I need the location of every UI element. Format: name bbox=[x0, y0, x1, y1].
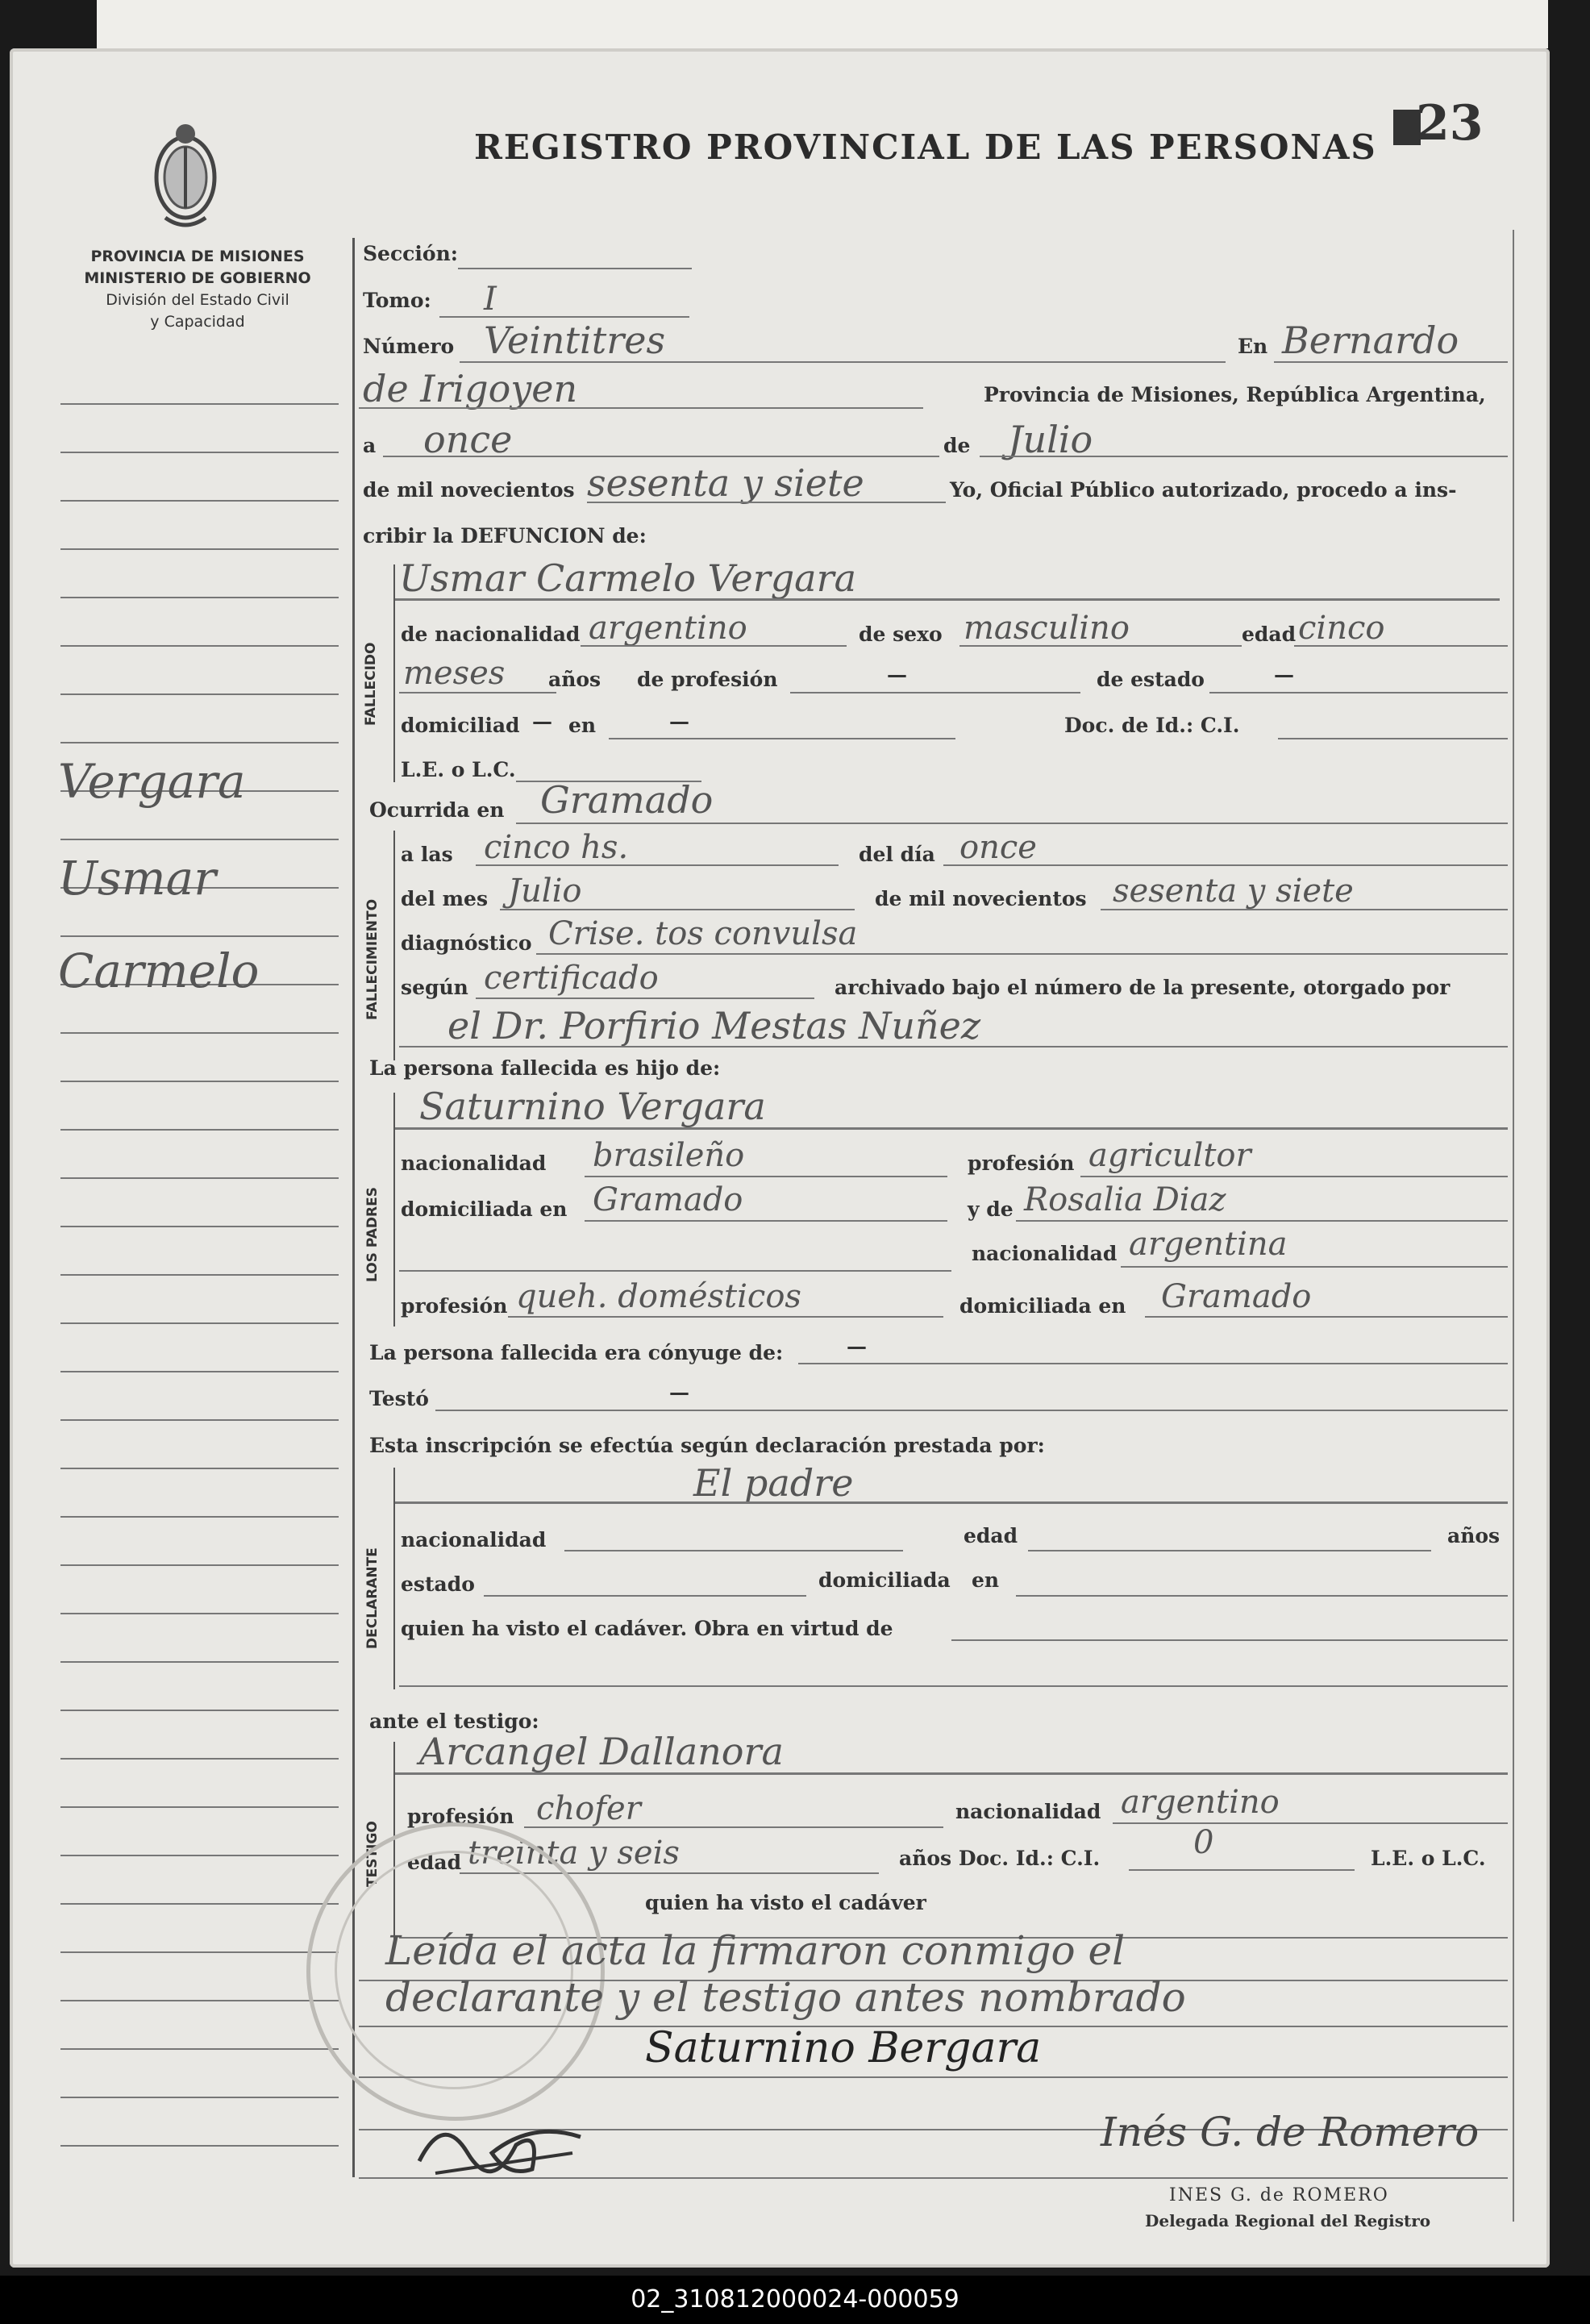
margin-line bbox=[60, 548, 339, 550]
section-declarante-label: DECLARANTE bbox=[364, 1547, 381, 1649]
ocurrida-label: Ocurrida en bbox=[369, 798, 505, 822]
margin-line bbox=[60, 1516, 339, 1518]
margin-line bbox=[60, 1710, 339, 1711]
fallecido-en-label: en bbox=[568, 714, 597, 737]
margin-line bbox=[60, 1129, 339, 1131]
margin-line bbox=[60, 1177, 339, 1179]
fallecido-nacionalidad-value: argentino bbox=[589, 610, 747, 647]
testigo-le-label: L.E. o L.C. bbox=[1371, 1847, 1486, 1870]
fallecido-profesion-label: de profesión bbox=[637, 668, 778, 691]
inscribir-text: cribir la DEFUNCION de: bbox=[363, 524, 647, 548]
month-value: Julio bbox=[1008, 418, 1093, 461]
margin-line bbox=[60, 2145, 339, 2147]
day-value: once bbox=[423, 418, 513, 461]
year-prefix: de mil novecientos bbox=[363, 478, 575, 502]
year-value: sesenta y siete bbox=[587, 461, 864, 505]
coat-of-arms-icon bbox=[149, 113, 222, 234]
fallecido-estado-value: — bbox=[1274, 663, 1294, 686]
margin-line bbox=[60, 645, 339, 647]
testigo-profesion-label: profesión bbox=[407, 1805, 514, 1828]
margin-line bbox=[60, 935, 339, 937]
de-label: de bbox=[943, 434, 971, 457]
margin-line bbox=[60, 1032, 339, 1034]
margin-line bbox=[60, 1468, 339, 1469]
margin-middle-name: Carmelo bbox=[58, 943, 260, 998]
fallecido-estado-label: de estado bbox=[1097, 668, 1205, 691]
margin-line bbox=[60, 2097, 339, 2098]
hija-label: La persona fallecida es hijo de: bbox=[369, 1056, 721, 1080]
office-line-capacity: y Capacidad bbox=[150, 313, 245, 331]
padre-domicilio-label: domiciliada en bbox=[401, 1197, 568, 1221]
declarante-nacionalidad-label: nacionalidad bbox=[401, 1528, 547, 1551]
en-value-2: de Irigoyen bbox=[363, 367, 578, 410]
diagnostico-label: diagnóstico bbox=[401, 931, 532, 955]
dia-label: del día bbox=[859, 843, 935, 866]
margin-line bbox=[60, 1903, 339, 1905]
office-line-province: PROVINCIA DE MISIONES bbox=[90, 248, 305, 265]
testigo-profesion-value: chofer bbox=[536, 1790, 641, 1827]
margin-line bbox=[60, 1274, 339, 1276]
fallecido-name: Usmar Carmelo Vergara bbox=[399, 556, 857, 600]
testigo-nacionalidad-value: argentino bbox=[1121, 1784, 1280, 1821]
tomo-label: Tomo: bbox=[363, 289, 431, 312]
fallecido-nacionalidad-label: de nacionalidad bbox=[401, 623, 581, 646]
fallecido-en-value: — bbox=[669, 710, 689, 733]
official-text: Yo, Oficial Público autorizado, procedo a ins- bbox=[950, 478, 1457, 502]
signature-witness-icon bbox=[411, 2097, 597, 2185]
declarante-name: El padre bbox=[693, 1461, 854, 1505]
fallecido-edad-value: cinco bbox=[1298, 610, 1385, 647]
provincia-text: Provincia de Misiones, República Argentina, bbox=[984, 383, 1486, 406]
padre-profesion-label: profesión bbox=[968, 1152, 1075, 1175]
madre-profesion-value: queh. domésticos bbox=[516, 1278, 801, 1315]
mes-value: Julio bbox=[508, 873, 582, 910]
margin-line bbox=[60, 500, 339, 502]
office-heading bbox=[48, 246, 347, 333]
office-line-division: División del Estado Civil bbox=[106, 291, 289, 309]
margin-line bbox=[60, 1322, 339, 1324]
signature-official: Inés G. de Romero bbox=[1101, 2109, 1480, 2155]
mes-label: del mes bbox=[401, 887, 489, 910]
fallecido-doc-label: Doc. de Id.: C.I. bbox=[1064, 714, 1240, 737]
padre-name: Saturnino Vergara bbox=[419, 1085, 766, 1128]
conyuge-value: — bbox=[847, 1335, 867, 1358]
margin-line bbox=[60, 2048, 339, 2050]
madre-domicilio-label: domiciliada en bbox=[959, 1294, 1126, 1318]
padre-domicilio-value: Gramado bbox=[593, 1181, 743, 1218]
declarante-estado-label: estado bbox=[401, 1572, 475, 1596]
signature-declarante: Saturnino Bergara bbox=[645, 2024, 1042, 2072]
margin-line bbox=[60, 1951, 339, 1953]
official-name: INES G. de ROMERO bbox=[1169, 2185, 1389, 2205]
fallecido-profesion-value: — bbox=[887, 663, 907, 686]
madre-domicilio-value: Gramado bbox=[1161, 1278, 1312, 1315]
margin-line bbox=[60, 452, 339, 453]
testigo-edad-label: edad bbox=[407, 1851, 462, 1874]
testo-label: Testó bbox=[369, 1387, 429, 1410]
margin-line bbox=[60, 1758, 339, 1760]
fallecido-anos-label: años bbox=[548, 668, 601, 691]
margin-line bbox=[60, 693, 339, 695]
declarante-edad-label: edad bbox=[964, 1524, 1018, 1547]
en-value-1: Bernardo bbox=[1282, 319, 1459, 362]
madre-nacionalidad-label: nacionalidad bbox=[972, 1242, 1118, 1265]
margin-surname: Vergara bbox=[58, 754, 246, 809]
fallecido-le-label: L.E. o L.C. bbox=[401, 758, 516, 781]
madre-name: Rosalia Diaz bbox=[1024, 1181, 1226, 1218]
madre-nacionalidad-value: argentina bbox=[1129, 1226, 1288, 1263]
seccion-label: Sección: bbox=[363, 242, 458, 265]
top-edge bbox=[97, 0, 1548, 48]
padre-nacionalidad-value: brasileño bbox=[593, 1137, 745, 1174]
margin-line bbox=[60, 742, 339, 743]
testigo-visto-text: quien ha visto el cadáver bbox=[645, 1891, 926, 1914]
numero-value: Veintitres bbox=[484, 319, 666, 362]
section-fallecimiento-label: FALLECIMIENTO bbox=[364, 898, 381, 1020]
fallecido-edad-unit: meses bbox=[403, 655, 506, 692]
margin-line bbox=[60, 1613, 339, 1614]
testigo-anos-label: años Doc. Id.: C.I. bbox=[899, 1847, 1101, 1870]
official-title: Delegada Regional del Registro bbox=[1145, 2211, 1431, 2230]
fallecido-domiciliad-label: domiciliad bbox=[401, 714, 520, 737]
fallecido-domiciliad-value: — bbox=[532, 710, 552, 733]
testo-value: — bbox=[669, 1381, 689, 1404]
medico-value: el Dr. Porfirio Mestas Nuñez bbox=[447, 1004, 981, 1047]
hora-value: cinco hs. bbox=[484, 829, 629, 866]
image-caption: 02_310812000024-000059 bbox=[0, 2276, 1590, 2324]
declarante-en-label: en bbox=[972, 1568, 1000, 1592]
margin-line bbox=[60, 1226, 339, 1227]
margin-line bbox=[60, 2000, 339, 2001]
margin-line bbox=[60, 1806, 339, 1808]
margin-line bbox=[60, 1371, 339, 1372]
section-padres-label: LOS PADRES bbox=[364, 1187, 381, 1282]
dia-value: once bbox=[959, 829, 1037, 866]
padre-nacionalidad-label: nacionalidad bbox=[401, 1152, 547, 1175]
declarante-domiciliada-label: domiciliada bbox=[818, 1568, 951, 1592]
office-line-ministry: MINISTERIO DE GOBIERNO bbox=[84, 269, 311, 287]
segun-value: certificado bbox=[484, 960, 659, 997]
fallecido-sexo-value: masculino bbox=[964, 610, 1130, 647]
page-number: 23 bbox=[1393, 95, 1484, 152]
fallecido-edad-label: edad bbox=[1242, 623, 1297, 646]
ocurrida-value: Gramado bbox=[540, 778, 714, 822]
margin-given-name: Usmar bbox=[58, 851, 216, 906]
margin-line bbox=[60, 597, 339, 598]
margin-line bbox=[60, 839, 339, 840]
numero-label: Número bbox=[363, 335, 455, 358]
closing-line-1: Leída el acta la firmaron conmigo el bbox=[385, 1927, 1126, 1974]
archivado-text: archivado bajo el número de la presente, otorgado por bbox=[835, 976, 1451, 999]
padre-profesion-value: agricultor bbox=[1088, 1137, 1251, 1174]
y-de-label: y de bbox=[968, 1197, 1014, 1221]
right-vertical-rule bbox=[1513, 230, 1514, 2222]
madre-profesion-label: profesión bbox=[401, 1294, 508, 1318]
testigo-name: Arcangel Dallanora bbox=[419, 1730, 784, 1773]
margin-line bbox=[60, 1419, 339, 1421]
declaracion-text: Esta inscripción se efectúa según declaración prestada por: bbox=[369, 1434, 1045, 1457]
section-fallecido-label: FALLECIDO bbox=[363, 642, 379, 726]
a-label: a bbox=[363, 434, 377, 457]
declarante-anos-label: años bbox=[1447, 1524, 1501, 1547]
fallecido-sexo-label: de sexo bbox=[859, 623, 943, 646]
ante-testigo-label: ante el testigo: bbox=[369, 1710, 539, 1733]
testigo-edad-value: treinta y seis bbox=[468, 1835, 680, 1872]
tomo-value: I bbox=[484, 281, 497, 318]
margin-line bbox=[60, 403, 339, 405]
anio-value: sesenta y siete bbox=[1113, 873, 1354, 910]
testigo-nacionalidad-label: nacionalidad bbox=[955, 1800, 1101, 1823]
testigo-ci-value: 0 bbox=[1193, 1824, 1214, 1861]
margin-line bbox=[60, 1661, 339, 1663]
margin-line bbox=[60, 1855, 339, 1856]
margin-line bbox=[60, 1081, 339, 1082]
closing-line-2: declarante y el testigo antes nombrado bbox=[385, 1974, 1186, 2021]
margin-line bbox=[60, 1564, 339, 1566]
en-label: En bbox=[1238, 335, 1268, 358]
hora-label: a las bbox=[401, 843, 453, 866]
diagnostico-value: Crise. tos convulsa bbox=[548, 915, 858, 952]
document-title: REGISTRO PROVINCIAL DE LAS PERSONAS bbox=[474, 127, 1377, 167]
section-testigo-label: TESTIGO bbox=[364, 1821, 381, 1887]
segun-label: según bbox=[401, 976, 468, 999]
anio-label: de mil novecientos bbox=[875, 887, 1087, 910]
conyuge-label: La persona fallecida era cónyuge de: bbox=[369, 1341, 784, 1364]
declarante-visto-text: quien ha visto el cadáver. Obra en virtud de bbox=[401, 1617, 893, 1640]
